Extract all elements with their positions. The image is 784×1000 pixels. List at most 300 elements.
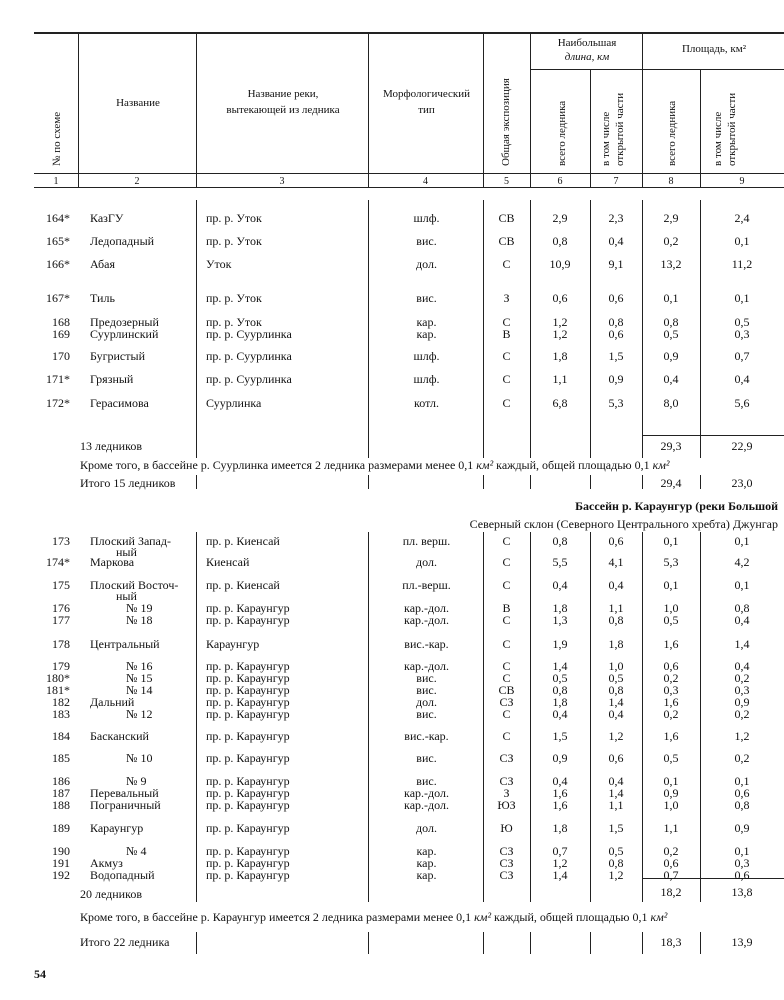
cell-exposition: З — [503, 786, 510, 800]
cell-river: Уток — [206, 257, 232, 271]
col-name-header: Название — [116, 97, 160, 109]
cell-river: пр. р. Караунгур — [206, 613, 290, 627]
cell-exposition: С — [502, 555, 511, 569]
cell-exposition: С — [502, 707, 511, 721]
cell-morph-type: кар. — [416, 315, 437, 329]
cell-length-open: 4,1 — [608, 555, 624, 569]
col-number: 5 — [504, 176, 509, 187]
cell-length: 0,4 — [552, 707, 568, 721]
cell-scheme-number: 177 — [52, 613, 70, 627]
cell-exposition: СЗ — [499, 856, 514, 870]
cell-river: пр. р. Караунгур — [206, 844, 290, 858]
cell-scheme-number: 167* — [46, 291, 70, 305]
top-rule — [34, 32, 784, 34]
cell-area-open: 0,3 — [734, 856, 750, 870]
cell-river: пр. р. Суурлинка — [206, 327, 292, 341]
length-header-2: длина, км — [564, 51, 610, 63]
cell-morph-type: дол. — [416, 257, 437, 271]
cell-exposition: С — [502, 534, 511, 548]
cell-river: пр. р. Киенсай — [206, 578, 280, 592]
cell-area-open: 0,4 — [734, 659, 750, 673]
cell-glacier-name: № 12 — [126, 707, 153, 721]
count-label: 13 ледников — [80, 439, 142, 453]
cell-length-open: 2,3 — [608, 211, 624, 225]
cell-river: пр. р. Караунгур — [206, 786, 290, 800]
subtotal-area: 18,2 — [660, 885, 682, 899]
cell-scheme-number: 183 — [52, 707, 70, 721]
cell-scheme-number: 192 — [52, 868, 70, 882]
note-unit: км² — [650, 910, 668, 924]
cell-area: 0,9 — [663, 349, 679, 363]
col-length-open-header-2: открытой части — [614, 92, 626, 166]
cell-area: 0,3 — [663, 683, 679, 697]
cell-length-open: 0,4 — [608, 234, 624, 248]
cell-length: 0,6 — [552, 291, 568, 305]
cell-length: 0,7 — [552, 844, 568, 858]
cell-scheme-number: 176 — [52, 601, 70, 615]
cell-area-open: 11,2 — [731, 257, 753, 271]
length-header-1: Наибольшая — [557, 37, 617, 49]
cell-morph-type: кар. — [416, 868, 437, 882]
col-number: 4 — [423, 176, 428, 187]
cell-river: пр. р. Уток — [206, 234, 262, 248]
cell-river: пр. р. Караунгур — [206, 774, 290, 788]
cell-area: 1,6 — [663, 695, 679, 709]
cell-length: 0,5 — [552, 671, 568, 685]
total-area-open: 13,9 — [731, 935, 753, 949]
cell-morph-type: вис. — [416, 707, 437, 721]
cell-length: 6,8 — [552, 396, 568, 410]
cell-length-open: 0,8 — [608, 315, 624, 329]
cell-length: 1,2 — [552, 327, 568, 341]
cell-river: пр. р. Суурлинка — [206, 349, 292, 363]
cell-area: 2,9 — [663, 211, 679, 225]
cell-area: 0,8 — [663, 315, 679, 329]
total-area: 18,3 — [660, 935, 682, 949]
cell-area-open: 0,3 — [734, 683, 750, 697]
cell-exposition: СВ — [498, 683, 515, 697]
cell-river: пр. р. Караунгур — [206, 821, 290, 835]
cell-exposition: С — [502, 613, 511, 627]
cell-glacier-name: Абая — [90, 257, 116, 271]
cell-glacier-name: Центральный — [90, 637, 160, 651]
cell-length-open: 1,5 — [608, 349, 624, 363]
cell-area-open: 0,7 — [734, 349, 750, 363]
cell-length: 1,8 — [552, 695, 568, 709]
cell-morph-type: вис. — [416, 774, 437, 788]
cell-area: 0,7 — [663, 868, 679, 882]
cell-area-open: 1,4 — [734, 637, 750, 651]
subtotal-area-open: 13,8 — [731, 885, 753, 899]
cell-length: 1,8 — [552, 821, 568, 835]
cell-exposition: С — [502, 729, 511, 743]
cell-area: 0,6 — [663, 659, 679, 673]
cell-glacier-name: Предозерный — [90, 315, 159, 329]
cell-scheme-number: 175 — [52, 578, 70, 592]
cell-length-open: 0,6 — [608, 534, 624, 548]
cell-area: 0,1 — [663, 774, 679, 788]
cell-length-open: 0,5 — [608, 671, 624, 685]
cell-exposition: В — [502, 327, 511, 341]
cell-glacier-name: Акмуз — [90, 856, 123, 870]
cell-glacier-name: Герасимова — [90, 396, 149, 410]
cell-river: пр. р. Уток — [206, 315, 262, 329]
cell-length: 1,8 — [552, 349, 568, 363]
cell-river: пр. р. Суурлинка — [206, 372, 292, 386]
cell-glacier-name-cont: ный — [116, 589, 137, 603]
col-type-header-2: тип — [418, 104, 435, 116]
cell-exposition: СЗ — [499, 774, 514, 788]
cell-morph-type: дол. — [416, 821, 437, 835]
cell-exposition: С — [502, 372, 511, 386]
col-length-total-header: всего ледника — [556, 100, 568, 166]
cell-area: 1,6 — [663, 729, 679, 743]
cell-glacier-name: № 19 — [126, 601, 153, 615]
cell-river: Караунгур — [206, 637, 260, 651]
cell-length: 1,4 — [552, 659, 568, 673]
cell-river: пр. р. Уток — [206, 211, 262, 225]
col-number: 3 — [279, 176, 285, 187]
cell-length: 1,5 — [552, 729, 568, 743]
cell-morph-type: вис. — [416, 751, 437, 765]
cell-length: 5,5 — [552, 555, 568, 569]
cell-morph-type: кар.-дол. — [404, 601, 449, 615]
cell-glacier-name: Перевальный — [90, 786, 159, 800]
cell-length: 0,8 — [552, 683, 568, 697]
cell-area-open: 0,1 — [734, 774, 750, 788]
cell-glacier-name-cont: ный — [116, 545, 137, 559]
cell-length-open: 1,2 — [608, 729, 624, 743]
area-header: Площадь, км² — [681, 43, 746, 55]
note-text-b: каждый, общей площадью 0,1 — [494, 910, 648, 924]
cell-area-open: 0,3 — [734, 327, 750, 341]
cell-glacier-name: Пограничный — [90, 798, 161, 812]
cell-morph-type: кар.-дол. — [404, 613, 449, 627]
col-type-header-1: Морфологический — [382, 88, 471, 100]
cell-scheme-number: 181* — [46, 683, 70, 697]
cell-scheme-number: 166* — [46, 257, 70, 271]
cell-area-open: 0,8 — [734, 601, 750, 615]
cell-exposition: СЗ — [499, 844, 514, 858]
cell-length-open: 0,4 — [608, 578, 624, 592]
cell-length-open: 0,8 — [608, 856, 624, 870]
total-area: 29,4 — [660, 476, 682, 490]
cell-length-open: 0,6 — [608, 327, 624, 341]
cell-length-open: 0,4 — [608, 774, 624, 788]
col-river-header-2: вытекающей из ледника — [226, 104, 340, 116]
cell-scheme-number: 178 — [52, 637, 70, 651]
col-number: 2 — [134, 176, 140, 187]
cell-morph-type: кар. — [416, 856, 437, 870]
cell-morph-type: вис.-кар. — [404, 729, 449, 743]
cell-area: 0,5 — [663, 751, 679, 765]
cell-exposition: ЮЗ — [497, 798, 516, 812]
cell-glacier-name: № 18 — [126, 613, 153, 627]
note-text — [80, 911, 667, 924]
cell-length: 0,9 — [552, 751, 568, 765]
col-number: 1 — [53, 176, 59, 187]
cell-exposition: С — [502, 315, 511, 329]
cell-area: 0,2 — [663, 234, 679, 248]
cell-area: 0,6 — [663, 856, 679, 870]
note-text — [80, 459, 670, 472]
cell-area: 0,5 — [663, 327, 679, 341]
section-subtitle: Северный склон (Северного Центрального хребта) Джунгар — [469, 517, 778, 531]
total-label: Итого 15 ледников — [80, 476, 176, 490]
cell-scheme-number: 191 — [52, 856, 70, 870]
cell-river: пр. р. Караунгур — [206, 601, 290, 615]
cell-morph-type: кар.-дол. — [404, 798, 449, 812]
cell-area: 0,4 — [663, 372, 679, 386]
cell-area-open: 0,8 — [734, 798, 750, 812]
cell-length-open: 1,8 — [608, 637, 624, 651]
col-river-header-1: Название реки, — [247, 88, 319, 100]
cell-length-open: 0,6 — [608, 291, 624, 305]
cell-area-open: 0,1 — [734, 234, 750, 248]
note-unit: км² — [652, 458, 670, 472]
cell-scheme-number: 164* — [46, 211, 70, 225]
col-number: 7 — [613, 176, 619, 187]
cell-glacier-name: Тиль — [90, 291, 115, 305]
cell-scheme-number: 187 — [52, 786, 70, 800]
cell-morph-type: пл.-верш. — [402, 578, 451, 592]
cell-length-open: 0,5 — [608, 844, 624, 858]
cell-morph-type: вис. — [416, 234, 437, 248]
cell-area-open: 0,4 — [734, 613, 750, 627]
cell-exposition: СЗ — [499, 695, 514, 709]
cell-area-open: 0,1 — [734, 578, 750, 592]
cell-length: 1,4 — [552, 868, 568, 882]
cell-area: 0,9 — [663, 786, 679, 800]
cell-morph-type: кар.-дол. — [404, 659, 449, 673]
cell-area: 1,6 — [663, 637, 679, 651]
cell-glacier-name: № 4 — [126, 844, 147, 858]
cell-length: 2,9 — [552, 211, 568, 225]
cell-exposition: В — [502, 601, 511, 615]
cell-length: 0,8 — [552, 234, 568, 248]
cell-area: 1,0 — [663, 798, 679, 812]
cell-river: пр. р. Караунгур — [206, 671, 290, 685]
cell-area: 5,3 — [663, 555, 679, 569]
cell-glacier-name: № 16 — [126, 659, 153, 673]
cell-length: 1,8 — [552, 601, 568, 615]
cell-river: пр. р. Караунгур — [206, 751, 290, 765]
cell-area-open: 0,2 — [734, 671, 750, 685]
cell-glacier-name: Маркова — [90, 555, 135, 569]
cell-morph-type: кар. — [416, 844, 437, 858]
cell-length-open: 1,1 — [608, 798, 624, 812]
cell-river: пр. р. Караунгур — [206, 856, 290, 870]
cell-exposition: З — [503, 291, 510, 305]
cell-length-open: 0,8 — [608, 683, 624, 697]
cell-exposition: СЗ — [499, 751, 514, 765]
cell-exposition: С — [502, 578, 511, 592]
cell-river: пр. р. Караунгур — [206, 868, 290, 882]
cell-length-open: 1,4 — [608, 695, 624, 709]
cell-glacier-name: Караунгур — [90, 821, 144, 835]
cell-morph-type: дол. — [416, 695, 437, 709]
cell-morph-type: пл. верш. — [402, 534, 451, 548]
cell-glacier-name: Дальний — [90, 695, 135, 709]
col-area-total-header: всего ледника — [666, 100, 678, 166]
cell-scheme-number: 172* — [46, 396, 70, 410]
cell-morph-type: кар. — [416, 327, 437, 341]
cell-morph-type: котл. — [414, 396, 439, 410]
cell-river: пр. р. Караунгур — [206, 695, 290, 709]
cell-area-open: 0,6 — [734, 786, 750, 800]
cell-morph-type: шлф. — [413, 372, 440, 386]
cell-exposition: С — [502, 659, 511, 673]
cell-river: пр. р. Уток — [206, 291, 262, 305]
cell-exposition: С — [502, 637, 511, 651]
cell-scheme-number: 168 — [52, 315, 70, 329]
total-area-open: 23,0 — [731, 476, 753, 490]
cell-area: 0,2 — [663, 707, 679, 721]
col-exposition-header: Общая экспозиция — [500, 78, 512, 166]
subheader-rule — [530, 69, 784, 70]
cell-glacier-name: Бугристый — [90, 349, 145, 363]
cell-scheme-number: 186 — [52, 774, 70, 788]
cell-area: 1,1 — [663, 821, 679, 835]
cell-glacier-name: Водопадный — [90, 868, 155, 882]
note-unit: км² — [474, 910, 492, 924]
cell-length-open: 1,0 — [608, 659, 624, 673]
cell-river: пр. р. Караунгур — [206, 659, 290, 673]
cell-length: 1,9 — [552, 637, 568, 651]
cell-scheme-number: 169 — [52, 327, 70, 341]
cell-exposition: Ю — [500, 821, 513, 835]
cell-length: 1,2 — [552, 315, 568, 329]
cell-exposition: С — [502, 349, 511, 363]
cell-glacier-name: КазГУ — [90, 211, 124, 225]
cell-area-open: 2,4 — [734, 211, 750, 225]
cell-river: Суурлинка — [206, 396, 262, 410]
cell-morph-type: дол. — [416, 555, 437, 569]
cell-length-open: 0,4 — [608, 707, 624, 721]
cell-length: 0,8 — [552, 534, 568, 548]
cell-glacier-name: Грязный — [90, 372, 134, 386]
subtotal-rule — [642, 435, 784, 436]
cell-area: 13,2 — [660, 257, 682, 271]
note-text-a: Кроме того, в бассейне р. Караунгур имеется 2 ледника размерами менее 0,1 — [80, 910, 472, 924]
cell-river: пр. р. Киенсай — [206, 534, 280, 548]
cell-morph-type: шлф. — [413, 349, 440, 363]
cell-length: 0,4 — [552, 774, 568, 788]
cell-glacier-name: № 9 — [126, 774, 147, 788]
cell-morph-type: вис.-кар. — [404, 637, 449, 651]
cell-river: пр. р. Караунгур — [206, 707, 290, 721]
cell-area: 0,1 — [663, 578, 679, 592]
cell-glacier-name: № 15 — [126, 671, 153, 685]
cell-scheme-number: 173 — [52, 534, 70, 548]
cell-scheme-number: 174* — [46, 555, 70, 569]
count-label: 20 ледников — [80, 887, 142, 901]
cell-length: 1,6 — [552, 798, 568, 812]
subtotal-area: 29,3 — [660, 439, 682, 453]
cell-length: 1,1 — [552, 372, 568, 386]
cell-river: пр. р. Караунгур — [206, 798, 290, 812]
note-text-b: каждый, общей площадью 0,1 — [496, 458, 650, 472]
cell-area: 0,5 — [663, 613, 679, 627]
cell-glacier-name: № 14 — [126, 683, 153, 697]
cell-area: 1,0 — [663, 601, 679, 615]
cell-area: 8,0 — [663, 396, 679, 410]
cell-length-open: 1,1 — [608, 601, 624, 615]
note-text-a: Кроме того, в бассейне р. Суурлинка имеется 2 ледника размерами менее 0,1 — [80, 458, 474, 472]
cell-length-open: 0,6 — [608, 751, 624, 765]
cell-scheme-number: 182 — [52, 695, 70, 709]
cell-area-open: 0,1 — [734, 534, 750, 548]
cell-area-open: 1,2 — [734, 729, 750, 743]
cell-exposition: СВ — [498, 234, 515, 248]
page-number: 54 — [34, 967, 46, 981]
cell-exposition: СВ — [498, 211, 515, 225]
cell-exposition: С — [502, 396, 511, 410]
cell-area-open: 0,5 — [734, 315, 750, 329]
cell-glacier-name: Плоский Восточ- — [90, 578, 179, 592]
col-area-open-header-2: открытой части — [726, 92, 738, 166]
cell-length: 0,4 — [552, 578, 568, 592]
cell-area-open: 0,9 — [734, 821, 750, 835]
cell-scheme-number: 188 — [52, 798, 70, 812]
cell-area: 0,1 — [663, 534, 679, 548]
cell-glacier-name: Ледопадный — [90, 234, 155, 248]
total-label: Итого 22 ледника — [80, 935, 170, 949]
cell-length-open: 5,3 — [608, 396, 624, 410]
cell-scheme-number: 179 — [52, 659, 70, 673]
subtotal-area-open: 22,9 — [731, 439, 753, 453]
cell-exposition: С — [502, 257, 511, 271]
cell-scheme-number: 184 — [52, 729, 70, 743]
cell-length-open: 0,9 — [608, 372, 624, 386]
cell-length-open: 1,5 — [608, 821, 624, 835]
cell-length: 1,6 — [552, 786, 568, 800]
cell-area-open: 0,9 — [734, 695, 750, 709]
col-number: 9 — [739, 176, 745, 187]
col-number: 6 — [557, 176, 563, 187]
cell-morph-type: вис. — [416, 291, 437, 305]
cell-exposition: С — [502, 671, 511, 685]
cell-length: 1,2 — [552, 856, 568, 870]
cell-scheme-number: 165* — [46, 234, 70, 248]
cell-glacier-name: Плоский Запад- — [90, 534, 171, 548]
cell-glacier-name: № 10 — [126, 751, 153, 765]
cell-length-open: 1,2 — [608, 868, 624, 882]
cell-river: пр. р. Караунгур — [206, 729, 290, 743]
cell-area-open: 4,2 — [734, 555, 750, 569]
cell-river: Киенсай — [206, 555, 250, 569]
cell-area: 0,2 — [663, 671, 679, 685]
section-title: Бассейн р. Караунгур (реки Большой — [575, 499, 778, 513]
col-number: 8 — [668, 176, 674, 187]
cell-exposition: СЗ — [499, 868, 514, 882]
cell-length: 1,3 — [552, 613, 568, 627]
cell-area: 0,1 — [663, 291, 679, 305]
cell-glacier-name: Басканский — [90, 729, 149, 743]
cell-scheme-number: 185 — [52, 751, 70, 765]
cell-area-open: 0,4 — [734, 372, 750, 386]
cell-morph-type: вис. — [416, 671, 437, 685]
cell-glacier-name: Суурлинский — [90, 327, 159, 341]
cell-length: 10,9 — [549, 257, 571, 271]
header-rule — [34, 173, 784, 174]
col-scheme-number-header: № по схеме — [51, 111, 63, 166]
cell-area-open: 5,6 — [734, 396, 750, 410]
note-unit: км² — [476, 458, 494, 472]
cell-area-open: 0,6 — [734, 868, 750, 882]
col-area-open-header-1: в том числе — [712, 111, 724, 166]
cell-morph-type: кар.-дол. — [404, 786, 449, 800]
